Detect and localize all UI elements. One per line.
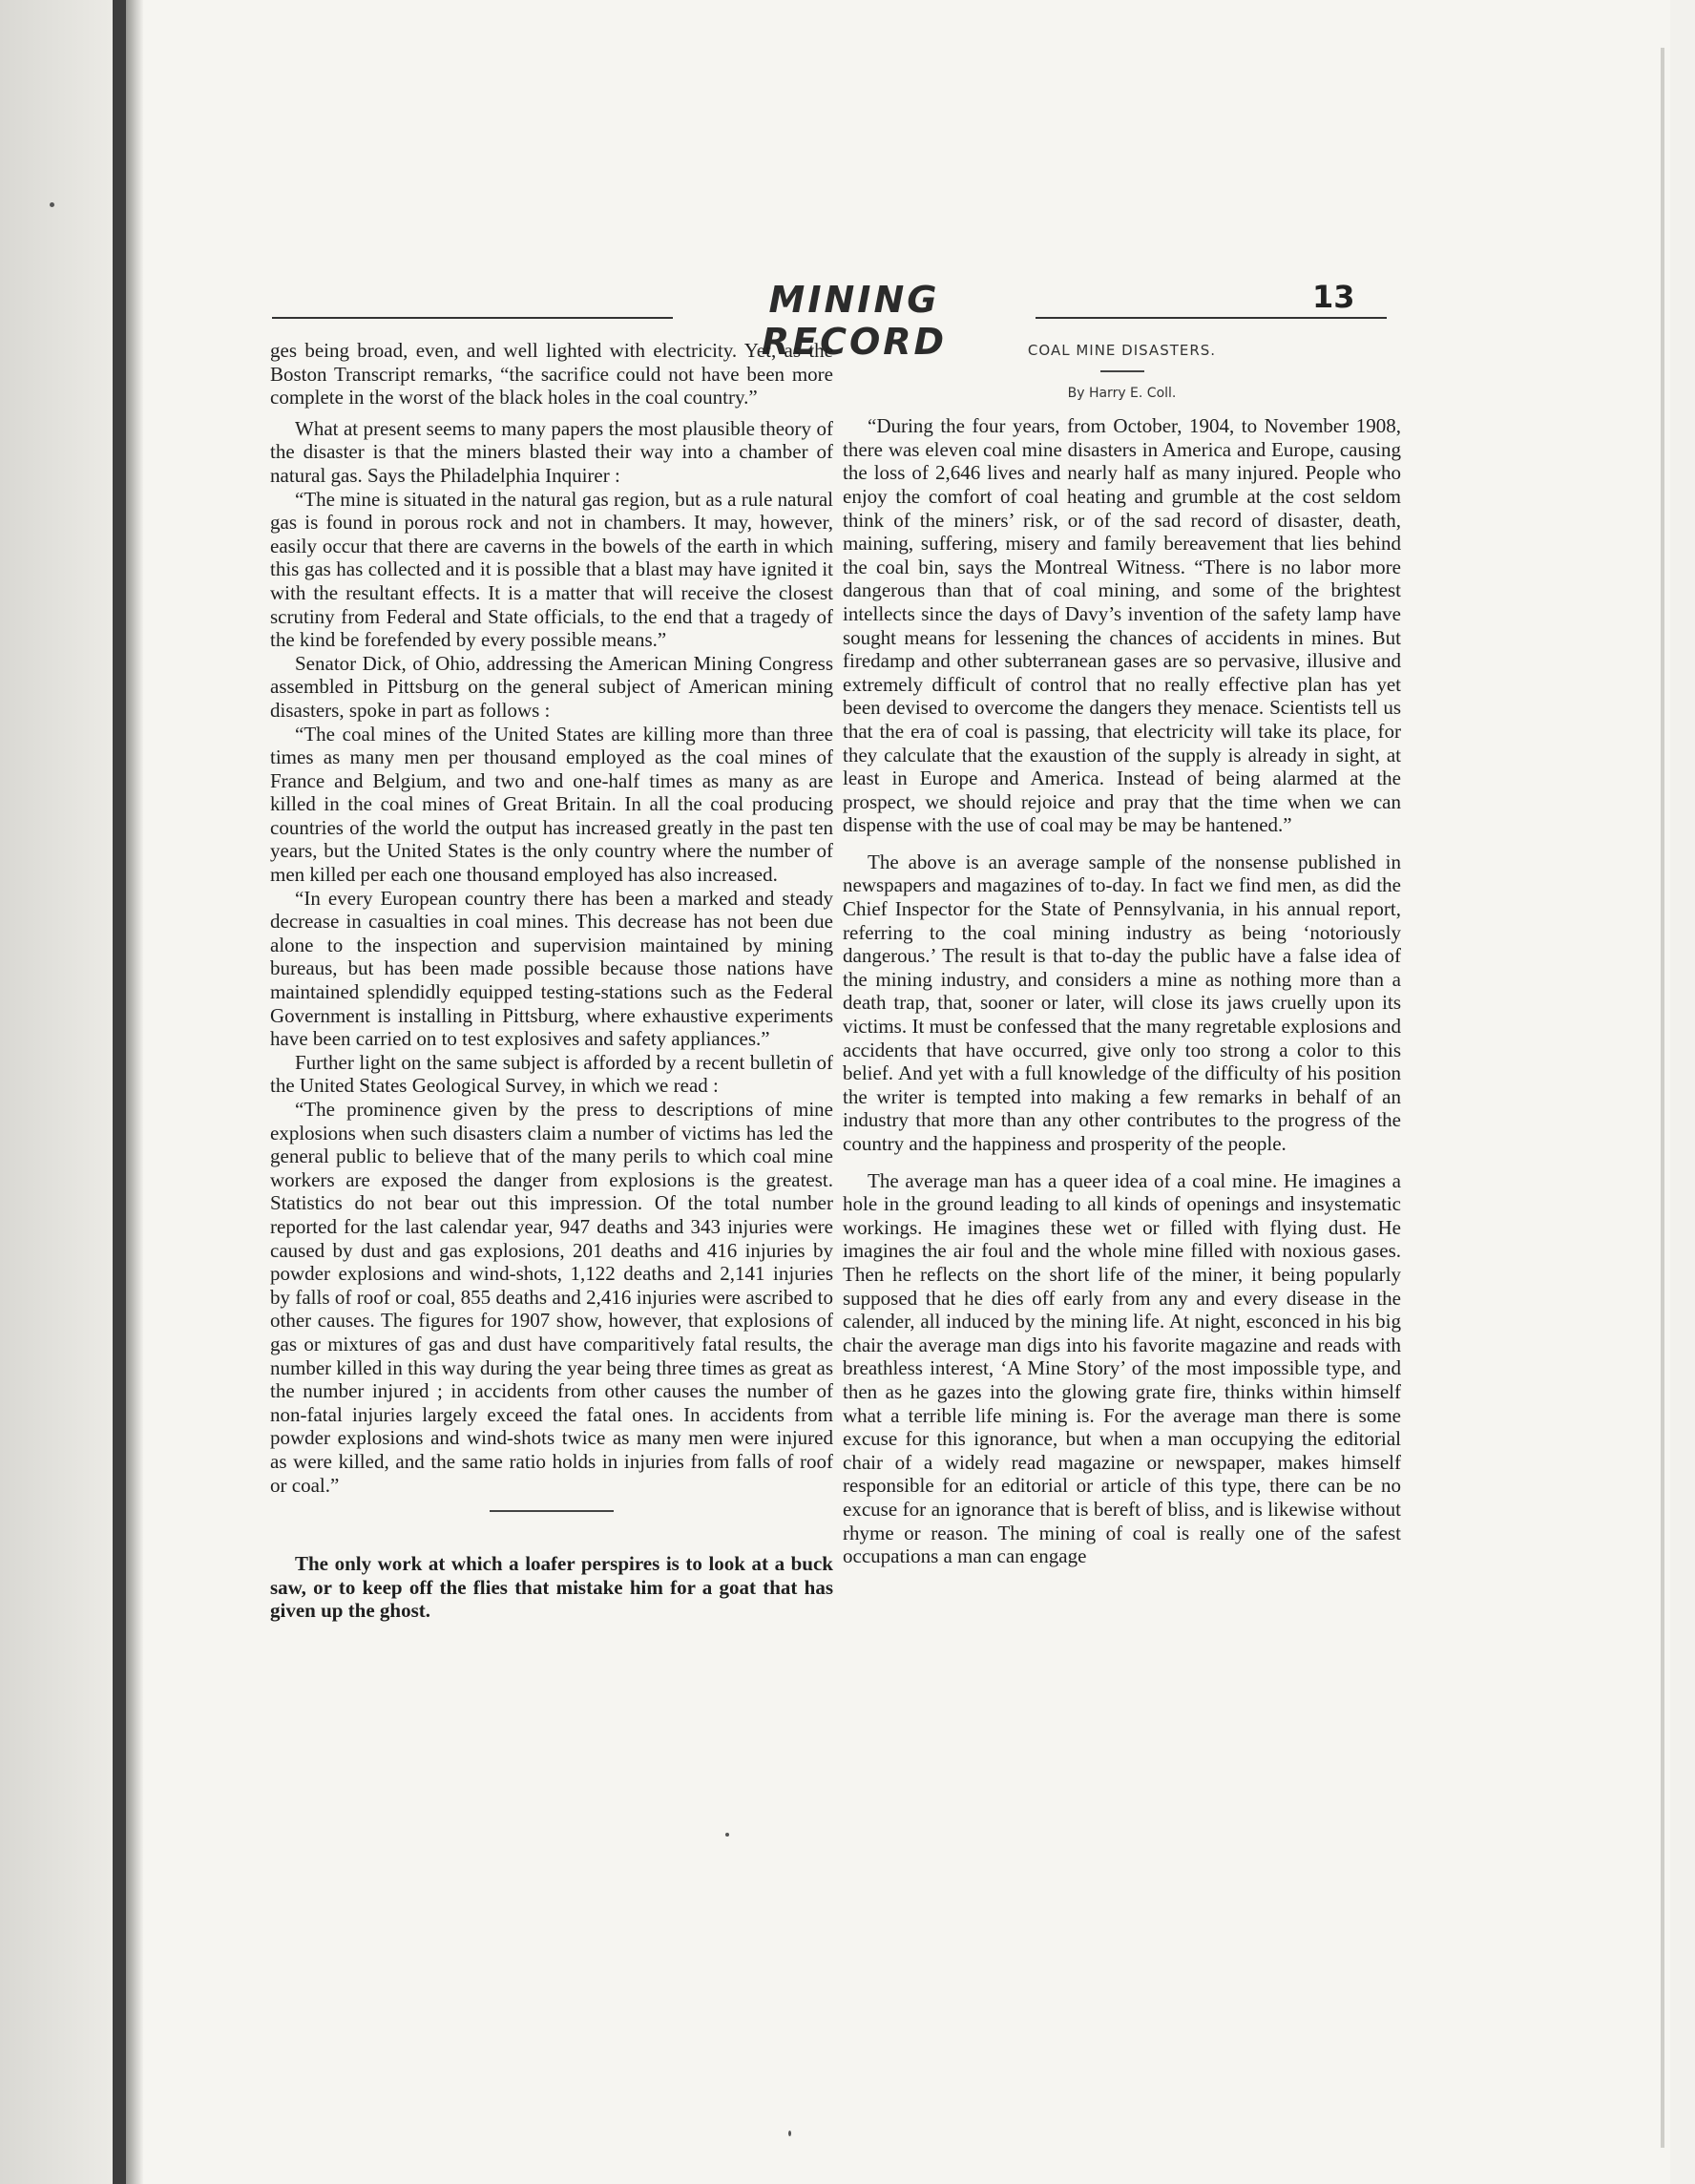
title-rule — [1100, 370, 1144, 372]
paragraph: “During the four years, from October, 1904, to November 1908, there was eleven coal mine disasters in America and Europe, causing the loss of 2,646 lives and nearly half as many injured. People who enjoy the comfort of coal heating and grumble at the cost seldom think of the miners’ risk, or of the sad record of disaster, death, maining, suffering, misery and family bereavement that lies behind the coal bin, says the Montreal Witness. “There is no labor more dangerous than that of coal mining, and some of the brightest intellects since the days of Davy’s invention of the safety lamp have sought means for lessening the chances of accidents in mines. But firedamp and other subterranean gases are so pervasive, illusive and extremely difficult of control that no really effective plan has yet been devised to overcome the dangers they menace. Scientists tell us that the era of coal is passing, that electricity will take its place, for they calculate that the exaustion of the supply is already in sight, at least in Europe and America. Instead of being alarmed at the prospect, we should rejoice and pray that the time when we can dispense with the use of coal may be may be hantened.” — [843, 414, 1401, 837]
section-divider — [490, 1510, 614, 1512]
article-byline: By Harry E. Coll. — [1067, 385, 1177, 401]
article-title: COAL MINE DISASTERS. — [1027, 342, 1217, 359]
paper-speck — [788, 2131, 791, 2136]
publication-title: MINING RECORD — [761, 279, 948, 363]
paragraph: The average man has a queer idea of a coal mine. He imagines a hole in the ground leading to all kinds of openings and insystematic workings. He imagines these wet or filled with flying dust. He imagines the air foul and the whole mine filled with noxious gases. Then he reflects on the short life of the miner, it being popularly supposed that he dies off early from any and every disease in the calender, all induced by the mining life. At night, esconced in his big chair the average man digs into his favorite magazine and reads with breathless interest, ‘A Mine Story’ of the most impossible type, and then as he gazes into the glowing grate fire, thinks within himself what a terrible life mining is. For the average man there is some excuse for this ignorance, but when a man occupying the editorial chair of a widely read magazine or newspaper, makes himself responsible for an editorial or article of this type, there can be no excuse for an ignorance that is bereft of bliss, and is likewise without rhyme or reason. The mining of coal is really one of the safest occupations a man can engage — [843, 1168, 1401, 1568]
page-number: 13 — [1312, 279, 1355, 315]
paragraph: ges being broad, even, and well lighted with electricity. Yet, as the Boston Transcript remarks, “the sacrifice could not have been more complete in the worst of the black holes in the coal country.” — [270, 339, 833, 410]
paper-speck — [50, 202, 54, 207]
paragraph: “The mine is situated in the natural gas region, but as a rule natural gas is found in porous rock and not in chambers. It may, however, easily occur that there are caverns in the bowels of the earth in which this gas has collected and it is possible that a blast may have ignited it with the resultant effects. It is a matter that will receive the closest scrutiny from Federal and State officials, to the end that a tragedy of the kind be forefended by every possible means.” — [270, 487, 833, 652]
paragraph: “The coal mines of the United States are killing more than three times as many men per thousand employed as the coal mines of France and Belgium, and two and one-half times as many as are killed in the coal mines of Great Britain. In all the coal producing countries of the world the output has increased greatly in the past ten years, but the United States is the only country where the number of men killed per each one thousand employed has also increased. — [270, 722, 833, 887]
filler-paragraph: The only work at which a loafer perspires is to look at a buck saw, or to keep off the flies that mistake him for a goat that has given up the ghost. — [270, 1552, 833, 1623]
page-right-edge — [1661, 48, 1664, 2148]
paragraph: “The prominence given by the press to descriptions of mine explosions when such disasters claim a number of victims has led the general public to believe that of the many perils to which coal mine workers are exposed the danger from explosions is the greatest. Statistics do not bear out this impression. Of the total number reported for the last calendar year, 947 deaths and 343 injuries were caused by dust and gas explosions, 201 deaths and 416 injuries by powder explosions and wind-shots, 1,122 deaths and 2,141 injuries by falls of roof or coal, 855 deaths and 2,416 injuries were ascribed to other causes. The figures for 1907 show, however, that explosions of gas or mixtures of gas and dust have comparitively fatal results, the number killed in this way during the year being three times as great as the number injured ; in accidents from other causes the number of non-fatal injuries largely exceed the fatal ones. In accidents from powder explosions and wind-shots twice as many men were injured as were killed, and the same ratio holds in injuries from falls of roof or coal.” — [270, 1098, 833, 1497]
binding-spine — [113, 0, 126, 2184]
header-rule-left — [272, 317, 673, 319]
paper-speck — [725, 1833, 729, 1837]
paragraph: Senator Dick, of Ohio, addressing the American Mining Congress assembled in Pittsburg on the general subject of American mining disasters, spoke in part as follows : — [270, 651, 833, 722]
paragraph: Further light on the same subject is afforded by a recent bulletin of the United States Geological Survey, in which we read : — [270, 1050, 833, 1098]
paragraph: The above is an average sample of the nonsense published in newspapers and magazines of to-day. In fact we find men, as did the Chief Inspector for the State of Pennsylvania, in his annual report, referring to the coal mining industry as being ‘notoriously dangerous.’ The result is that to-day the public have a false idea of the mining industry, and considers a mine as nothing more than a death trap, that, sooner or later, will close its jaws cruelly upon its victims. It must be confessed that the many regretable explosions and accidents that have occurred, give only too strong a color to this belief. And yet with a full knowledge of the difficulty of his position the writer is tempted into making a few remarks in behalf of an industry that more than any other contributes to the progress of the country and the happiness and prosperity of the people. — [843, 850, 1401, 1155]
right-column — [843, 339, 1401, 1568]
paragraph: “In every European country there has been a marked and steady decrease in casualties in coal mines. This decrease has not been due alone to the inspection and supervision maintained by mining bureaus, but has been made possible because those nations have maintained splendidly equipped testing-stations such as the Federal Government is installing in Pittsburg, where exhaustive experiments have been carried on to test explosives and safety appliances.” — [270, 886, 833, 1051]
paragraph: What at present seems to many papers the most plausible theory of the disaster is that the miners blasted their way into a chamber of natural gas. Says the Philadelphia Inquirer : — [270, 416, 833, 487]
left-column — [270, 339, 833, 1623]
spine-shadow — [126, 0, 143, 2184]
header-rule-right — [1036, 317, 1387, 319]
